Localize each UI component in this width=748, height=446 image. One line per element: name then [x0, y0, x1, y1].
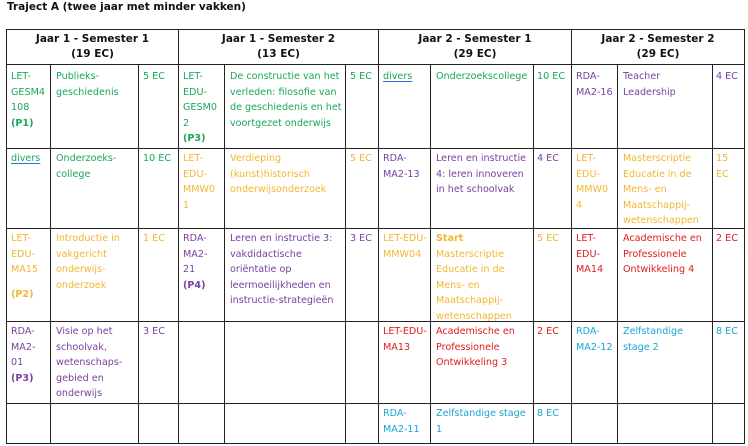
course-ec: 3 EC [143, 326, 165, 337]
course-name: Zelfstandige stage 2 [623, 326, 683, 353]
header-jaar1-sem2: Jaar 1 - Semester 2 (13 EC) [221, 33, 336, 60]
course-code: LET-EDU-MMW04 [383, 233, 427, 260]
course-name: Publieks-geschiedenis [56, 71, 119, 98]
course-name: Introductie in vakgericht onderwijs-onderzoek [56, 233, 120, 291]
course-code: RDA-MA2-12 [576, 326, 613, 353]
course-code: RDA-MA2-21 (P4) [183, 233, 208, 291]
divers-link[interactable]: divers [11, 153, 41, 164]
course-code: LET-EDU-MA14 [576, 233, 604, 276]
divers-link[interactable]: divers [383, 71, 413, 82]
course-code: RDA-MA2-16 [576, 71, 613, 98]
course-ec: 3 EC [350, 233, 372, 244]
course-ec: 2 EC [716, 233, 738, 244]
course-name: Leren en instructie 3: vakdidactische oriëntatie op leermoeilijkheden en instructie-strategieën [230, 233, 334, 307]
page-title: Traject A (twee jaar met minder vakken) [7, 1, 246, 13]
course-code: LET-GESM4108 (P1) [11, 71, 45, 129]
course-code: LET-EDU-MMW04 [576, 153, 609, 211]
course-ec: 4 EC [537, 153, 559, 164]
course-name: Onderzoeks-college [56, 153, 117, 180]
course-ec: 5 EC [143, 71, 165, 82]
course-ec: 5 EC [350, 71, 372, 82]
course-name: Masterscriptie Educatie in de Mens- en Maatschappij-wetenschappen [623, 153, 699, 227]
course-code: RDA-MA2-01 (P3) [11, 326, 36, 384]
course-ec: 4 EC [716, 71, 738, 82]
course-ec: 5 EC [350, 153, 372, 164]
course-name: Leren en instructie 4: leren innoveren in het schoolvak [436, 153, 527, 196]
header-jaar2-sem1: Jaar 2 - Semester 1 (29 EC) [418, 33, 532, 60]
course-ec: 10 EC [143, 153, 172, 164]
course-name: De constructie van het verleden: filosofie van de geschiedenis en het voortgezet onderwijs [230, 71, 342, 129]
course-name: Start Masterscriptie Educatie in de Mens- en Maatschappij-wetenschappen [436, 233, 512, 322]
course-name: Zelfstandige stage 1 [436, 408, 526, 435]
course-code [11, 151, 49, 167]
course-code: RDA-MA2-11 [383, 408, 420, 435]
course-name: Verdieping (kunst)historisch onderwijsonderzoek [230, 153, 327, 196]
course-name: Visie op het schoolvak, wetenschaps-gebied en onderwijs [56, 326, 123, 400]
course-code: LET-EDU-GESM02 (P3) [183, 71, 217, 145]
course-ec: 5 EC [537, 233, 559, 244]
course-name: Academische en Professionele Ontwikkeling 3 [436, 326, 515, 369]
course-code [383, 69, 427, 85]
course-name: Teacher Leadership [623, 71, 676, 98]
course-code: LET-EDU-MMW01 [183, 153, 216, 211]
course-name: Onderzoekscollege [436, 71, 528, 82]
course-name: Academische en Professionele Ontwikkeling 4 [623, 233, 702, 276]
course-ec: 2 EC [537, 326, 559, 337]
course-ec: 15 EC [716, 153, 729, 180]
header-jaar1-sem1: Jaar 1 - Semester 1 (19 EC) [35, 33, 150, 60]
course-ec: 8 EC [716, 326, 738, 337]
header-jaar2-sem2: Jaar 2 - Semester 2 (29 EC) [601, 33, 715, 60]
course-ec: 8 EC [537, 408, 559, 419]
course-code: LET-EDU-MA13 [383, 326, 427, 353]
curriculum-table [6, 29, 745, 444]
course-code: RDA-MA2-13 [383, 153, 420, 180]
course-ec: 10 EC [537, 71, 566, 82]
course-ec: 1 EC [143, 233, 165, 244]
course-code: LET-EDU-MA15 (P2) [11, 233, 39, 300]
